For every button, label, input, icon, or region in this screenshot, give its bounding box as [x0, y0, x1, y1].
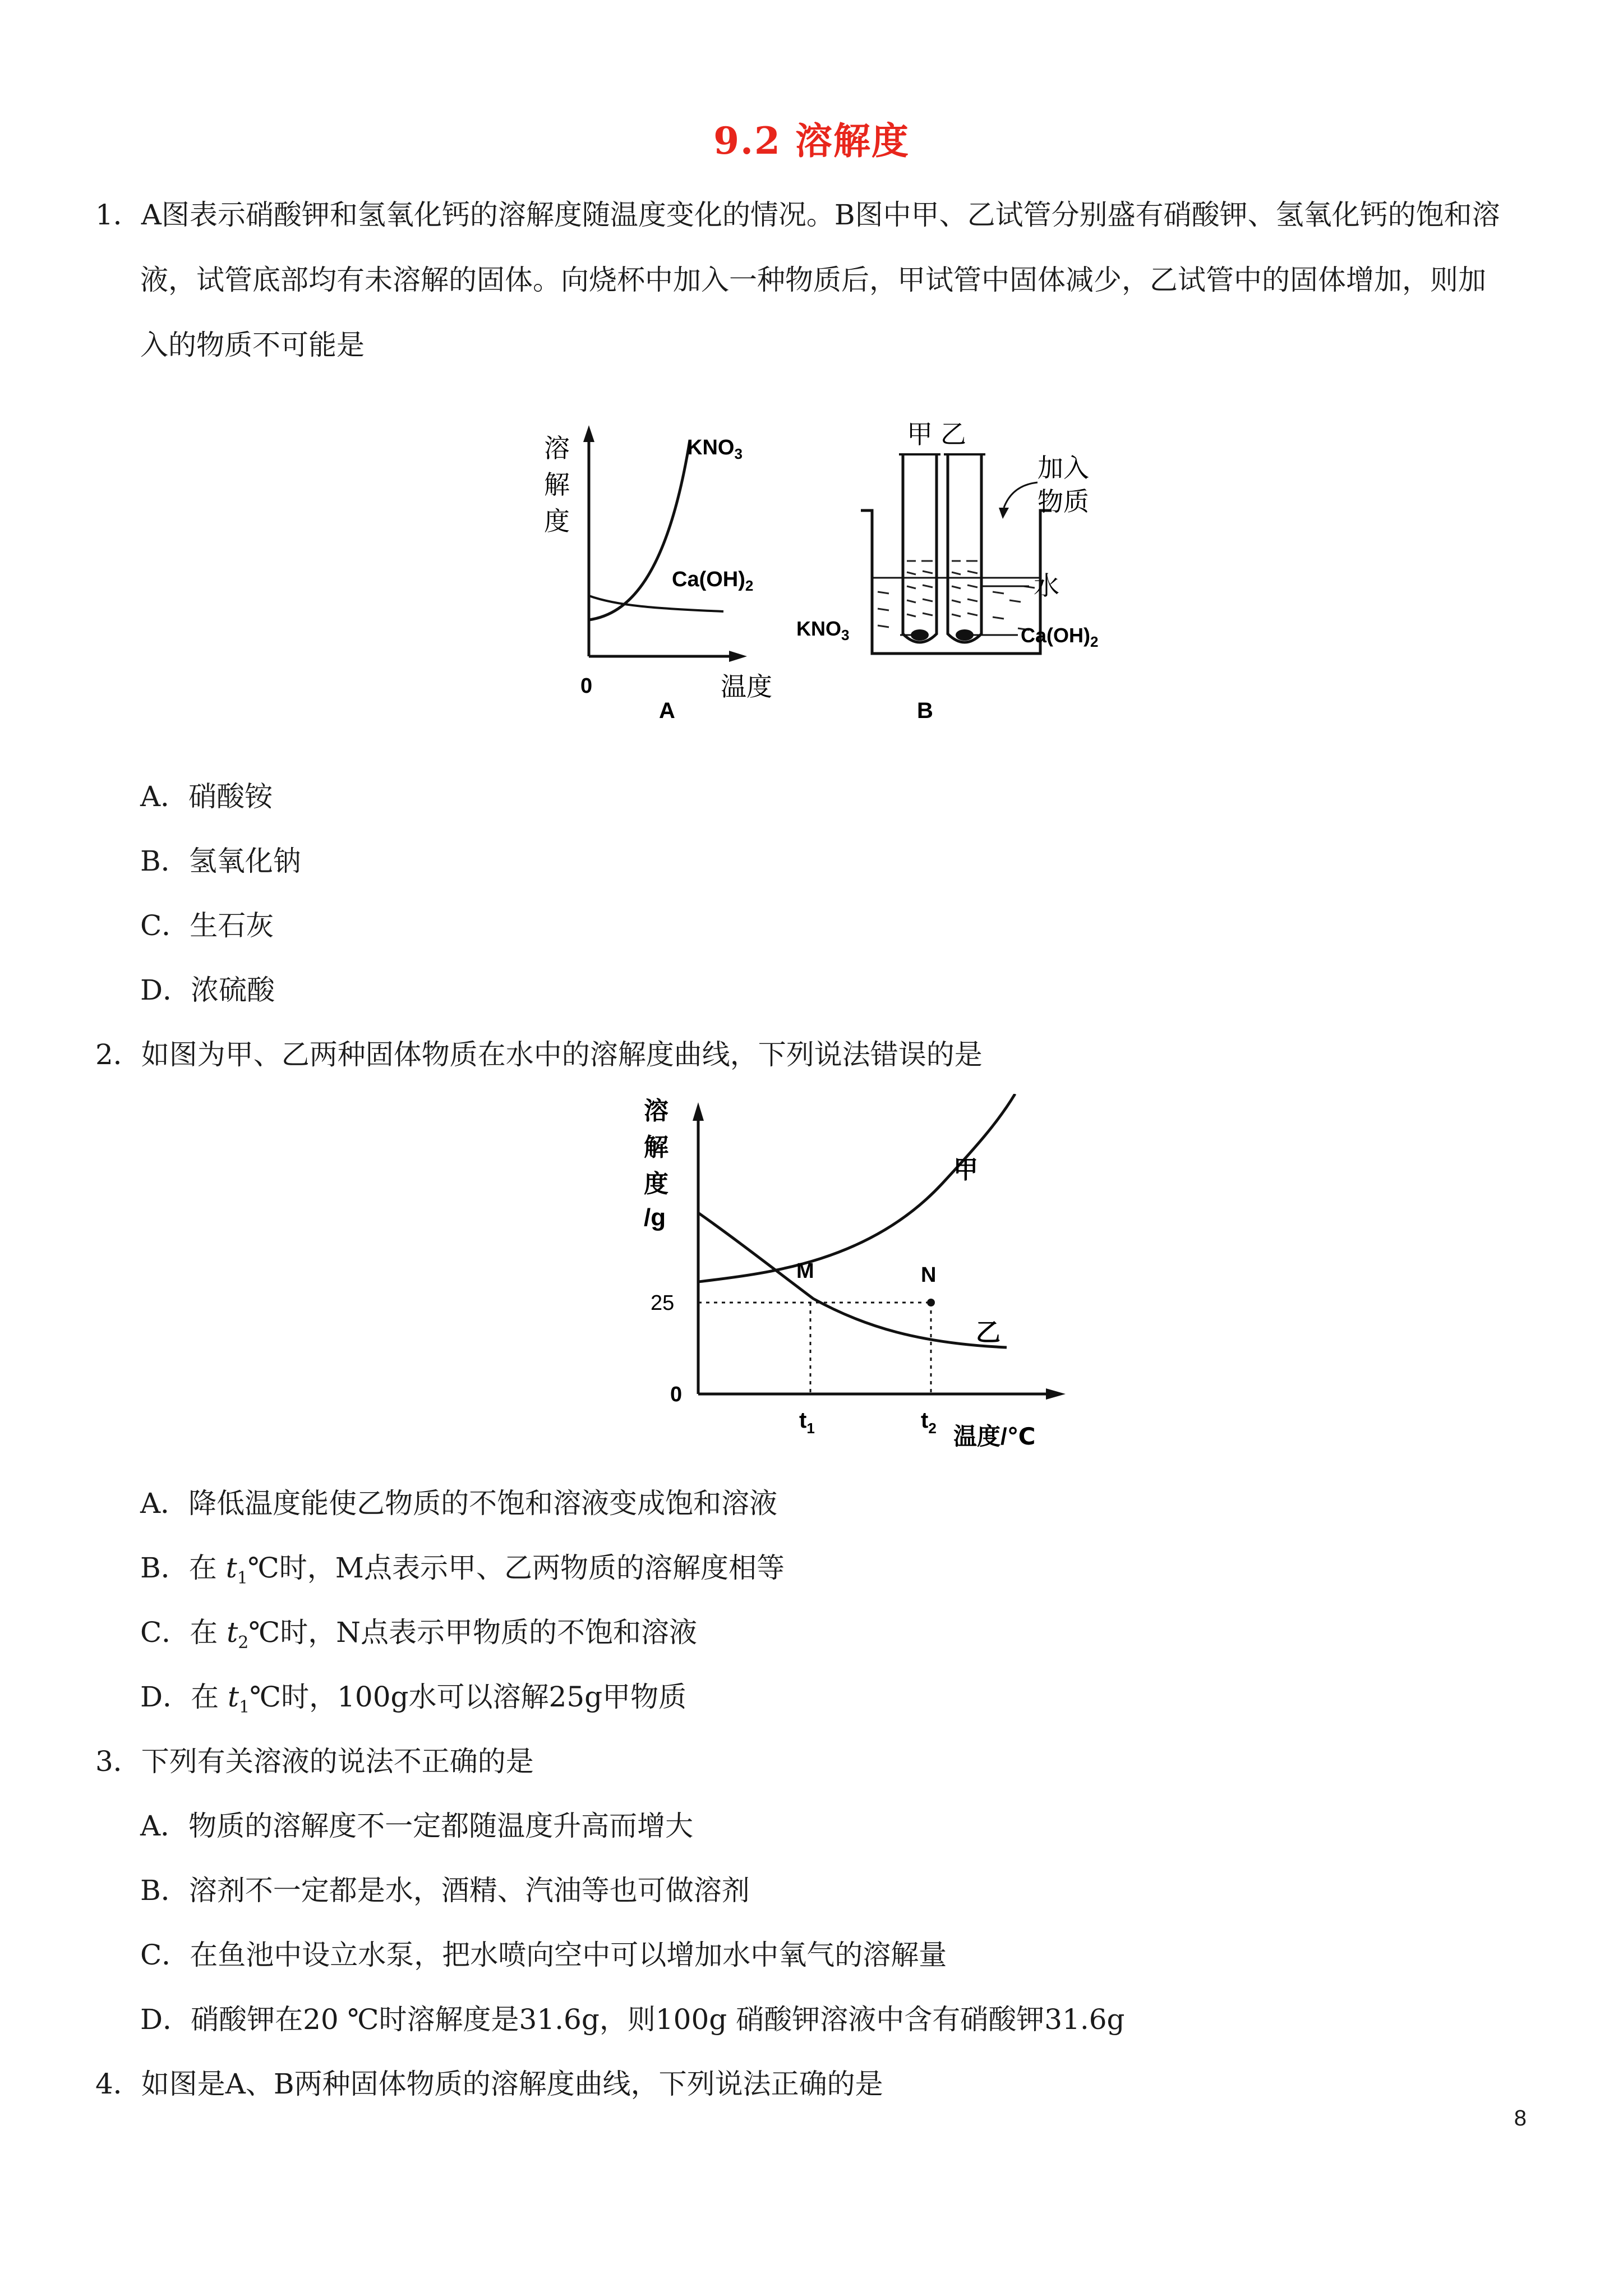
- q1-stem-line3: 入的物质不可能是: [140, 329, 365, 361]
- figa-caption: A: [659, 698, 675, 723]
- q2-x-arrow: [1046, 1388, 1066, 1400]
- q2-ylabel-1: 溶: [644, 1097, 668, 1125]
- q1-option-c: C．生石灰: [140, 909, 274, 942]
- figb-kno3-label: KNO: [796, 617, 841, 640]
- q3-option-c: C．在鱼池中设立水泵，把水喷向空中可以增加水中氧气的溶解量: [140, 1939, 947, 1971]
- q2-option-b: B．在 $t_1℃$时，M点表示甲、乙两物质的溶解度相等: [140, 1552, 785, 1588]
- figa-ylabel-3: 度: [544, 507, 570, 536]
- q2-origin: 0: [670, 1383, 683, 1406]
- q2-ylabel-4: /g: [644, 1204, 666, 1231]
- q1-option-b: B．氢氧化钠: [140, 845, 301, 877]
- q3-option-b: B．溶剂不一定都是水，酒精、汽油等也可做溶剂: [140, 1874, 750, 1907]
- figa-caoh-sub: 2: [745, 577, 754, 594]
- figa-ylabel-1: 溶: [544, 434, 570, 463]
- figb-add-arrow-head: [999, 508, 1009, 519]
- figa-y-arrow: [583, 425, 594, 442]
- q2-option-c: C．在 $t_2℃$时，N点表示甲物质的不饱和溶液: [140, 1616, 698, 1653]
- q2-t2-sub: 2: [928, 1420, 937, 1437]
- q2-option-d: D．在 $t_1℃$时，100g水可以溶解25g甲物质: [140, 1681, 687, 1717]
- svg-text:KNO3: [687, 436, 743, 462]
- q2-t1-sub: 1: [806, 1420, 815, 1437]
- figa-origin: 0: [580, 674, 593, 698]
- svg-text:t1: [799, 1408, 815, 1437]
- q2-yi-label: 乙: [976, 1319, 1000, 1346]
- figa-kno3-curve: [589, 440, 690, 620]
- q1-figure-b: [782, 393, 1152, 729]
- q2-ylabel-2: 解: [644, 1134, 668, 1161]
- q2-jia-label: 甲: [953, 1156, 978, 1184]
- q1-option-a: A．硝酸铵: [140, 780, 273, 813]
- figb-add-label-1: 加入: [1038, 453, 1089, 482]
- q2-xlabel: 温度/℃: [953, 1423, 1036, 1450]
- svg-text:Ca(OH)2: [672, 568, 753, 594]
- q2-figure: [628, 1094, 1077, 1453]
- q3-option-d: D．硝酸钾在20 ℃时溶解度是31.6g，则100g 硝酸钾溶液中含有硝酸钾31.6g: [140, 2003, 1125, 2036]
- q3-option-a: A．物质的溶解度不一定都随温度升高而增大: [140, 1810, 694, 1842]
- q1-option-d: D．浓硫酸: [140, 974, 275, 1006]
- q1-stem-line1: 1．A图表示硝酸钾和氢氧化钙的溶解度随温度变化的情况。B图中甲、乙试管分别盛有硝酸钾、氢氧化钙的饱和溶: [95, 199, 1500, 231]
- q2-m-label: M: [796, 1259, 814, 1283]
- figa-caoh-label: Ca(OH): [672, 568, 745, 591]
- q2-point-n: [927, 1299, 935, 1306]
- page-number: 8: [1514, 2106, 1527, 2131]
- figb-caoh-label: Ca(OH): [1021, 624, 1090, 647]
- q2-n-label: N: [921, 1263, 937, 1287]
- figb-add-arrow-line: [1004, 482, 1038, 508]
- figb-caoh-sub: 2: [1090, 633, 1099, 650]
- page-title: 9.2 溶解度: [713, 119, 910, 163]
- q2-jia-curve: [698, 1094, 1015, 1282]
- svg-text:t2: [921, 1408, 937, 1437]
- figa-caoh-curve: [589, 596, 723, 611]
- figa-x-arrow: [729, 651, 747, 662]
- q2-ylabel-3: 度: [644, 1170, 668, 1198]
- figb-solution-dashes: [878, 561, 1035, 630]
- figb-water-label: 水: [1034, 571, 1059, 600]
- figb-caption: B: [917, 698, 933, 723]
- figb-jia-label: 甲: [907, 420, 933, 449]
- q2-option-a: A．降低温度能使乙物质的不饱和溶液变成饱和溶液: [140, 1487, 778, 1520]
- svg-text:Ca(OH)2: [1021, 624, 1098, 650]
- figa-ylabel-2: 解: [544, 470, 570, 499]
- figa-xlabel: 温度: [721, 672, 772, 701]
- figb-yi-label: 乙: [940, 420, 966, 449]
- q2-stem: 2．如图为甲、乙两种固体物质在水中的溶解度曲线，下列说法错误的是: [95, 1038, 983, 1071]
- q4-stem: 4．如图是A、B两种固体物质的溶解度曲线，下列说法正确的是: [95, 2068, 883, 2100]
- q2-t1-label: t: [799, 1408, 807, 1433]
- figb-add-label-2: 物质: [1038, 487, 1089, 516]
- q2-y25-label: 25: [651, 1291, 675, 1315]
- q2-y-arrow: [693, 1102, 704, 1121]
- figb-kno3-sub: 3: [841, 627, 850, 643]
- q3-stem: 3．下列有关溶液的说法不正确的是: [95, 1745, 534, 1778]
- figa-kno3-sub: 3: [734, 445, 743, 462]
- q2-yi-curve: [698, 1213, 1007, 1347]
- q1-stem-line2: 液，试管底部均有未溶解的固体。向烧杯中加入一种物质后，甲试管中固体减少，乙试管中的固体增加，则加: [140, 264, 1486, 296]
- svg-text:KNO3: [796, 617, 849, 643]
- figa-kno3-label: KNO: [687, 436, 735, 459]
- q2-t2-label: t: [921, 1408, 929, 1433]
